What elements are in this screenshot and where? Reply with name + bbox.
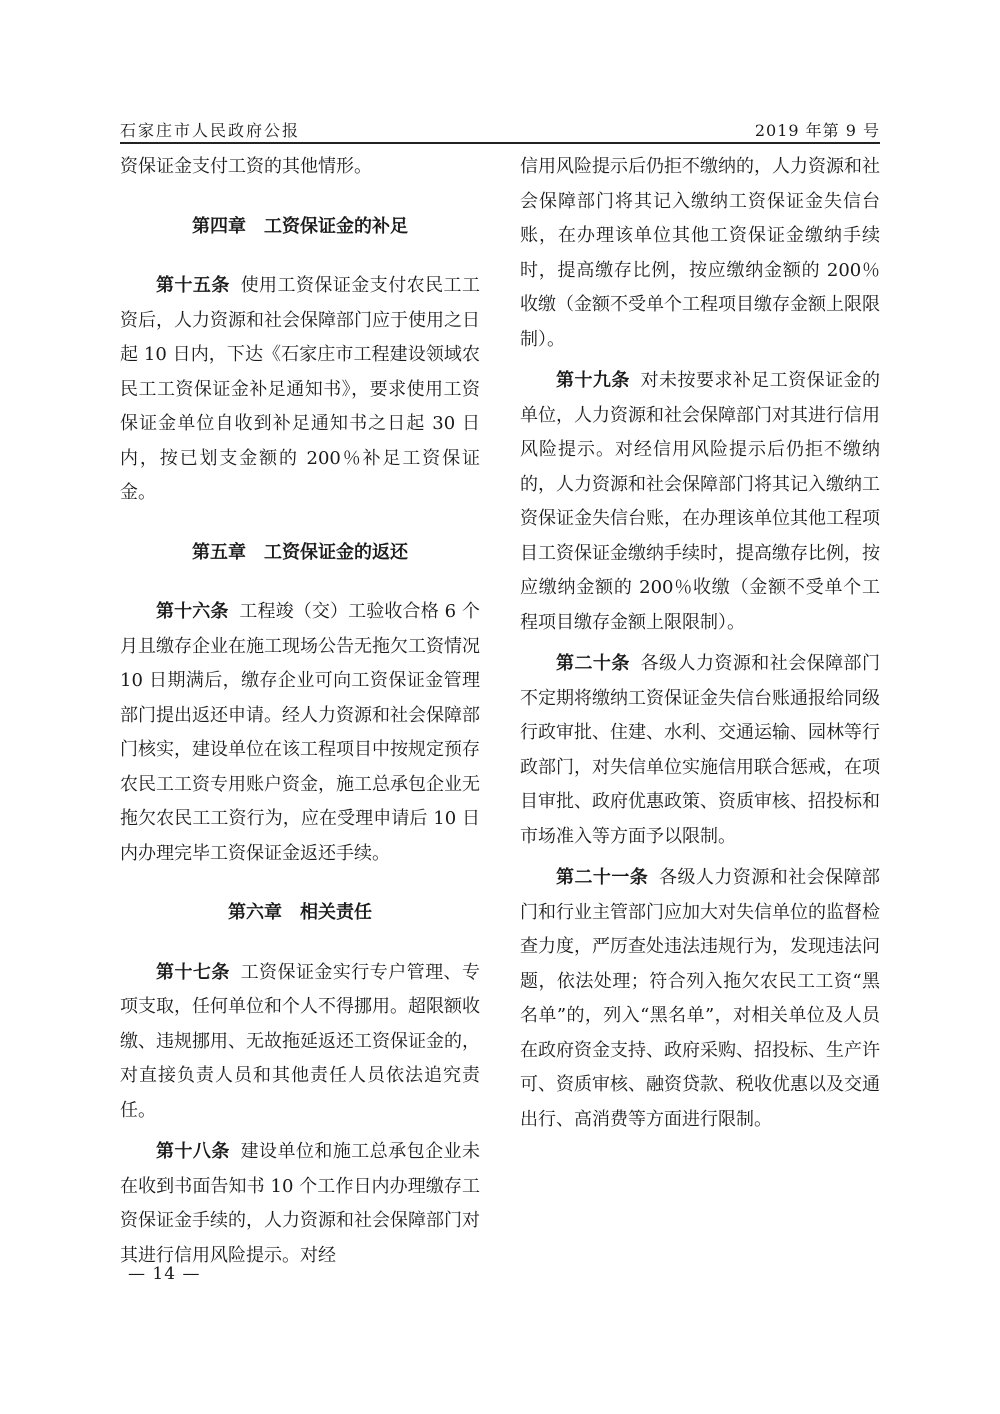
article-21-text: 各级人力资源和社会保障部门和行业主管部门应加大对失信单位的监督检查力度，严厉查处违法违规行为，发现违法问题，依法处理；符合列入拖欠农民工工资“黑名单”的，列入“黑名单”，对相关单位及人员在政府资金支持、政府采购、招投标、生产许可、资质审核、融资贷款、税收优惠以及交通出行、高消费等方面进行限制。 [520,867,881,1130]
article-20-label: 第二十条 [556,653,630,674]
article-19 [520,364,880,640]
article-19-text: 对未按要求补足工资保证金的单位，人力资源和社会保障部门对其进行信用风险提示。对经信用风险提示后仍拒不缴纳的，人力资源和社会保障部门将其记入缴纳工资保证金失信台账，在办理该单位其他工程项目工资保证金缴纳手续时，提高缴存比例，按应缴纳金额的 200％收缴（金额不受单个工程项目缴存金额上限限制）。 [520,370,881,633]
left-column [120,150,480,1273]
right-column [520,150,880,1137]
article-18 [120,1135,480,1273]
chapter-4-heading: 第四章 工资保证金的补足 [192,215,408,237]
article-15-text: 使用工资保证金支付农民工工资后，人力资源和社会保障部门应于使用之日起 10 日内，下达《石家庄市工程建设领域农民工工资保证金补足通知书》，要求使用工资保证金单位自收到补足通知书之日起 30 日内，按已划支金额的 200％补足工资保证金。 [120,275,481,503]
article-20 [520,647,880,854]
publication-title: 石家庄市人民政府公报 [120,121,301,140]
article-19-label: 第十九条 [556,370,630,391]
article-16-label: 第十六条 [156,601,229,622]
article-17 [120,956,480,1129]
article-15 [120,269,480,511]
chapter-6-heading: 第六章 相关责任 [228,902,372,923]
article-18-label: 第十八条 [156,1141,230,1162]
page-number: — 14 — [128,1264,201,1284]
article-15-label: 第十五条 [156,275,230,296]
continued-paragraph: 资保证金支付工资的其他情形。 [120,156,372,177]
article-17-text: 工资保证金实行专户管理、专项支取，任何单位和个人不得挪用。超限额收缴、违规挪用、无故拖延返还工资保证金的，对直接负责人员和其他责任人员依法追究责任。 [120,961,481,1121]
article-17-label: 第十七条 [156,961,230,983]
header-rule [120,142,880,144]
article-21 [520,861,880,1137]
continued-paragraph-right: 信用风险提示后仍拒不缴纳的，人力资源和社会保障部门将其记入缴纳工资保证金失信台账，在办理该单位其他工资保证金缴纳手续时，提高缴存比例，按应缴纳金额的 200％收缴（金额不受单个工程项目缴存金额上限限制）。 [520,156,880,350]
article-18-text: 建设单位和施工总承包企业未在收到书面告知书 10 个工作日内办理缴存工资保证金手续的，人力资源和社会保障部门对其进行信用风险提示。对经 [120,1141,481,1266]
issue-number: 2019 年第 9 号 [754,121,880,140]
article-16 [120,595,480,871]
article-20-text: 各级人力资源和社会保障部门不定期将缴纳工资保证金失信台账通报给同级行政审批、住建、水利、交通运输、园林等行政部门，对失信单位实施信用联合惩戒，在项目审批、政府优惠政策、资质审核、招投标和市场准入等方面予以限制。 [520,653,881,847]
article-21-label: 第二十一条 [556,867,649,888]
chapter-5-heading: 第五章 工资保证金的返还 [192,541,408,563]
article-16-text: 工程竣（交）工验收合格 6 个月且缴存企业在施工现场公告无拖欠工资情况 10 日期满后，缴存企业可向工资保证金管理部门提出返还申请。经人力资源和社会保障部门核实，建设单位在该工程项目中按规定预存农民工工资专用账户资金，施工总承包企业无拖欠农民工工资行为，应在受理申请后 10 日内办理完毕工资保证金返还手续。 [120,601,480,864]
